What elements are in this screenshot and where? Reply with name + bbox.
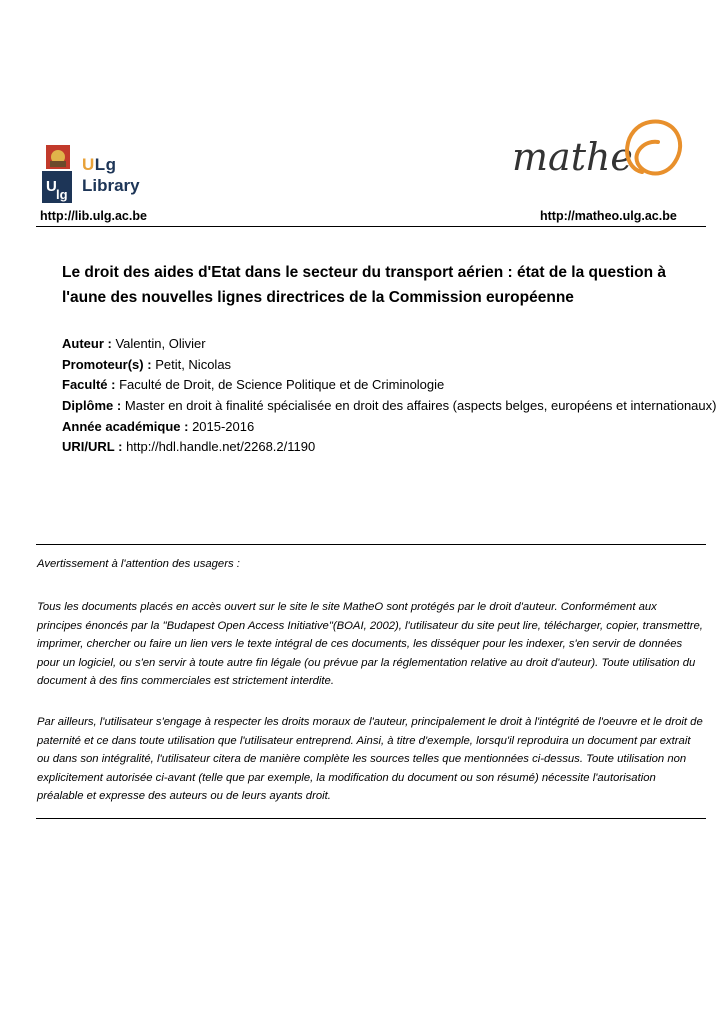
- meta-label: Promoteur(s) :: [62, 357, 152, 372]
- notice-heading: Avertissement à l'attention des usagers :: [37, 558, 240, 570]
- matheo-logo[interactable]: [510, 112, 688, 192]
- ulg-logo-line2: Library: [82, 176, 140, 195]
- meta-author: [62, 335, 206, 353]
- meta-uri-link[interactable]: http://hdl.handle.net/2268.2/1190: [126, 439, 316, 454]
- meta-diploma: [62, 397, 725, 415]
- matheo-url-link[interactable]: http://matheo.ulg.ac.be: [540, 209, 677, 223]
- meta-label: Diplôme :: [62, 398, 122, 413]
- notice-top-divider: [36, 544, 706, 545]
- meta-label: Faculté :: [62, 377, 116, 392]
- notice-bottom-divider: [36, 818, 706, 819]
- ulg-library-logo[interactable]: [40, 143, 150, 205]
- ulg-logo-line1: ULg: [82, 155, 117, 174]
- meta-faculty: [62, 376, 444, 394]
- meta-value: Master en droit à finalité spécialisée en droit des affaires (aspects belges, européens et internationaux): [124, 398, 717, 413]
- document-title: Le droit des aides d'Etat dans le secteur du transport aérien : état de la question à l'aune des nouvelles lignes directrices de la Commission européenne: [62, 264, 667, 306]
- lib-url-link[interactable]: http://lib.ulg.ac.be: [40, 209, 147, 223]
- meta-value: Faculté de Droit, de Science Politique et de Criminologie: [119, 377, 445, 392]
- meta-value: 2015-2016: [192, 419, 255, 434]
- svg-text:U: U: [46, 178, 57, 195]
- header-divider: [36, 226, 706, 227]
- meta-value: Valentin, Olivier: [115, 336, 206, 351]
- notice-paragraph: Par ailleurs, l'utilisateur s'engage à respecter les droits moraux de l'auteur, principalement le droit à l'intégrité de l'oeuvre et le droit de paternité et ce dans toute utilisation que l'utilisateur entreprend. Ainsi, à titre d'exemple, lorsqu'il reproduira un document par extrait ou dans son intégralité, l'utilisateur citera de manière complète les sources telles que mentionnées ci-dessus. Toute utilisation non explicitement autorisée ci-avant (telle que par exemple, la modification du document ou son résumé) nécessite l'autorisation préalable et expresse des auteurs ou de leurs ayants droit.: [37, 716, 703, 802]
- meta-value: Petit, Nicolas: [155, 357, 232, 372]
- meta-uri: [62, 438, 315, 456]
- meta-label: Année académique :: [62, 419, 189, 434]
- notice-paragraph: Tous les documents placés en accès ouvert sur le site le site MatheO sont protégés par le droit d'auteur. Conformément aux principes énoncés par la "Budapest Open Access Initiative"(BOAI, 2002), l'utilisateur du site peut lire, télécharger, copier, transmettre, imprimer, chercher ou faire un lien vers le texte intégral de ces documents, les disséquer pour les indexer, s'en servir de données pour un logiciel, ou s'en servir à toute autre fin légale (ou prévue par la réglementation relative au droit d'auteur). Toute utilisation du document à des fins commerciales est strictement interdite.: [37, 601, 703, 687]
- meta-label: Auteur :: [62, 336, 112, 351]
- meta-promoter: [62, 356, 231, 374]
- svg-text:mathe: mathe: [512, 135, 633, 179]
- svg-text:lg: lg: [56, 187, 68, 202]
- meta-academic-year: [62, 418, 254, 436]
- matheo-logo-icon: [510, 112, 688, 192]
- meta-label: URI/URL :: [62, 439, 123, 454]
